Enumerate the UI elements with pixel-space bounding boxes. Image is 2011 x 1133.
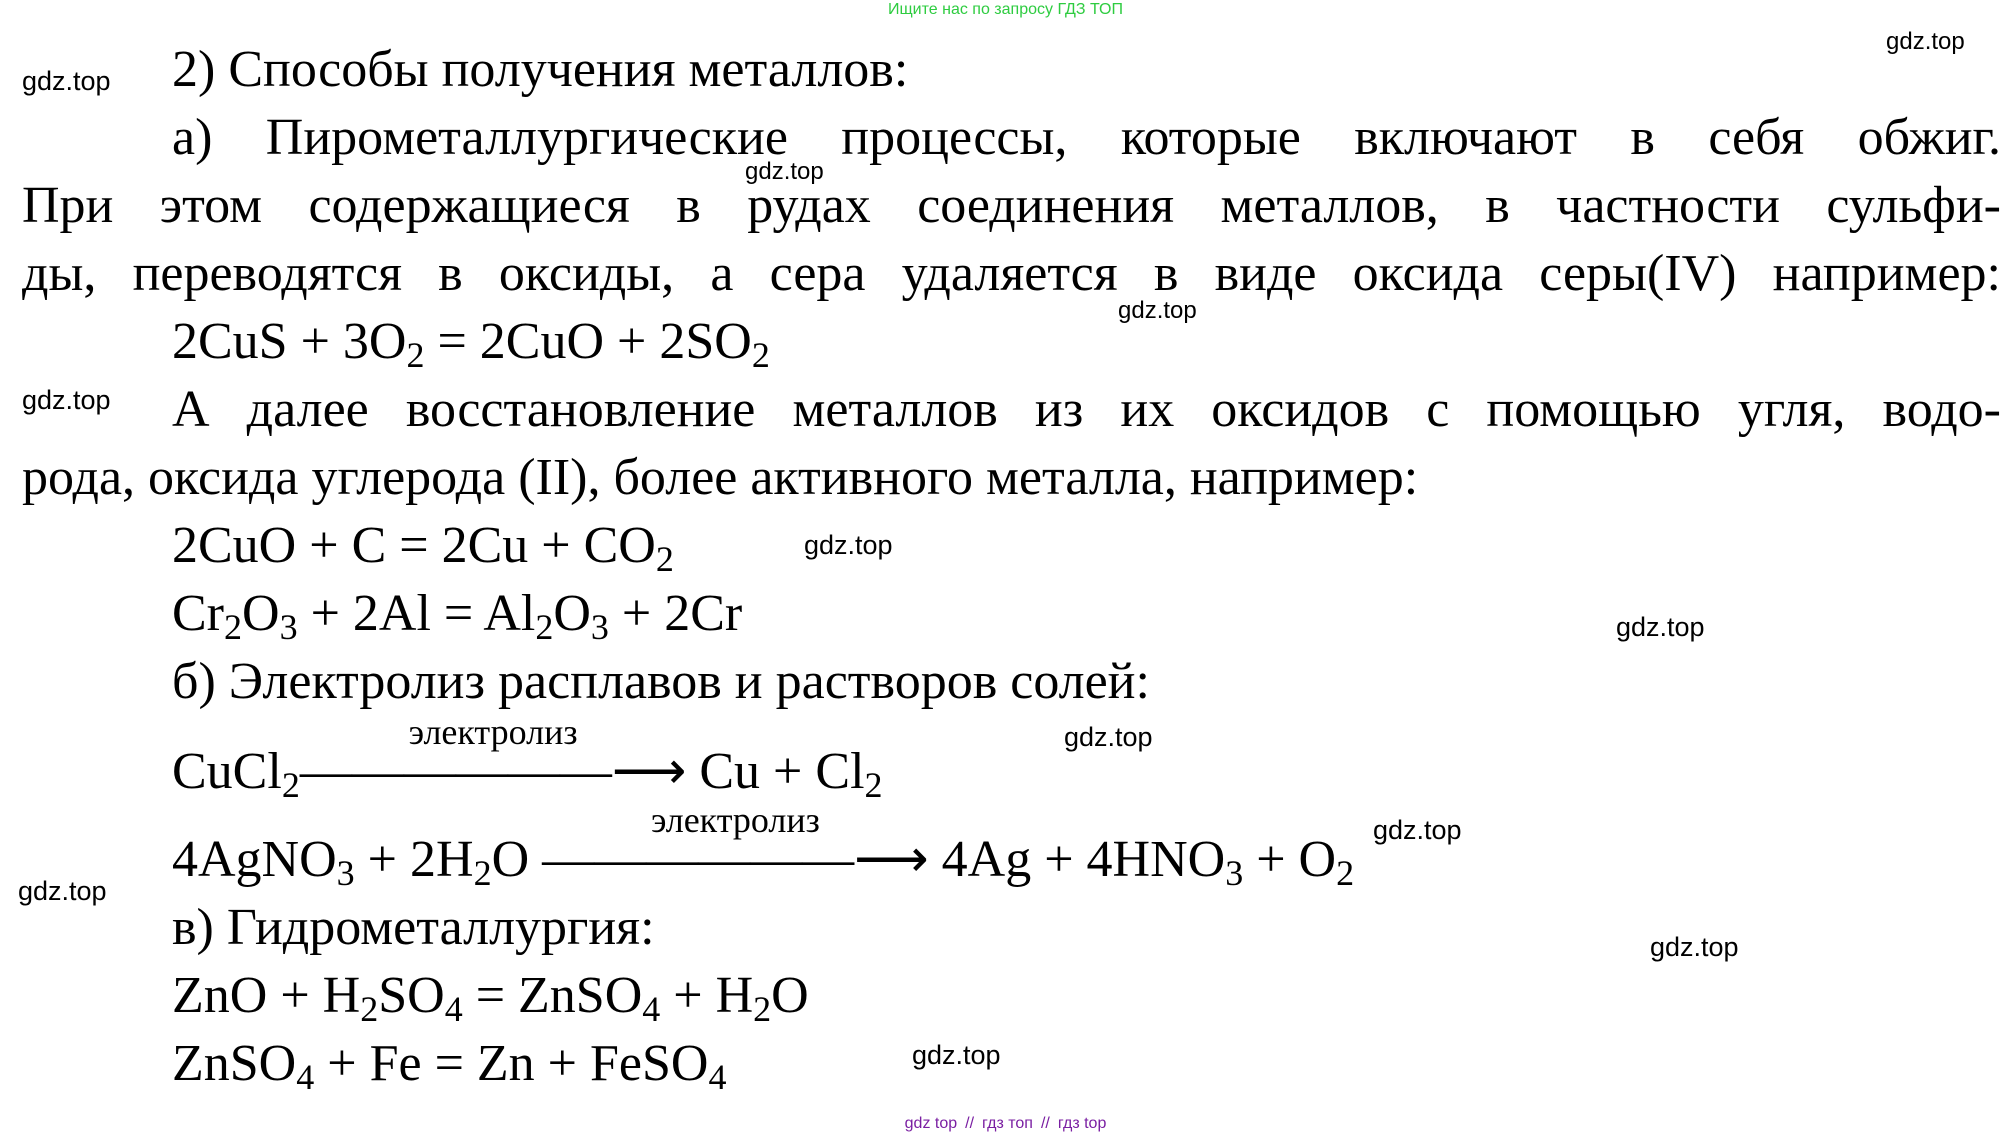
watermark: gdz.top bbox=[1064, 722, 1153, 752]
subscript: 2 bbox=[1336, 853, 1355, 893]
watermark: gdz.top bbox=[804, 530, 893, 560]
watermark: gdz.top bbox=[1118, 297, 1197, 324]
arrow-label: электролиз bbox=[650, 800, 820, 840]
banner-separator: // bbox=[1040, 1115, 1050, 1132]
paragraph-line: а) Пирометаллургические процессы, которые включают в себя обжиг. bbox=[172, 109, 2001, 166]
subscript: 2 bbox=[753, 989, 772, 1029]
watermark: gdz.top bbox=[1373, 815, 1462, 845]
subscript: 4 bbox=[444, 989, 463, 1029]
banner-separator: // bbox=[965, 1115, 975, 1132]
banner-link[interactable]: гдз топ bbox=[982, 1115, 1033, 1132]
subscript: 2 bbox=[281, 765, 300, 805]
subscript: 2 bbox=[535, 607, 554, 647]
equation-text: + Fe = Zn + FeSO bbox=[314, 1035, 709, 1092]
subscript: 4 bbox=[708, 1057, 727, 1097]
subscript: 3 bbox=[279, 607, 298, 647]
equation-line bbox=[172, 800, 1355, 893]
banner-link[interactable]: gdz top bbox=[904, 1115, 958, 1132]
equation-line bbox=[172, 712, 883, 805]
watermark: gdz.top bbox=[22, 385, 111, 415]
watermark: gdz.top bbox=[18, 876, 107, 906]
paragraph-line: рода, оксида углерода (II), более активного металла, например: bbox=[22, 449, 1419, 506]
equation-text: + O bbox=[1243, 831, 1337, 888]
paragraph-heading: 2) Способы получения металлов: bbox=[172, 41, 909, 98]
paragraph-line: При этом содержащиеся в рудах соединения металлов, в частности сульфи- bbox=[22, 177, 2001, 234]
subscript: 2 bbox=[864, 765, 883, 805]
paragraph-line: в) Гидрометаллургия: bbox=[172, 899, 655, 956]
subscript: 2 bbox=[406, 335, 425, 375]
watermark: gdz.top bbox=[745, 158, 824, 185]
arrow-label: электролиз bbox=[408, 712, 578, 752]
equation-line bbox=[172, 313, 770, 375]
equation-text: O bbox=[491, 831, 543, 888]
equation-text: O bbox=[242, 585, 280, 642]
subscript: 2 bbox=[360, 989, 379, 1029]
equation-line bbox=[172, 1035, 727, 1097]
equation-text: Cr bbox=[172, 585, 224, 642]
equation-line bbox=[172, 585, 743, 647]
equation-text: 2CuS + 3O bbox=[172, 313, 407, 370]
equation-text: = ZnSO bbox=[462, 967, 643, 1024]
watermark: gdz.top bbox=[1616, 612, 1705, 642]
subscript: 2 bbox=[751, 335, 770, 375]
arrow-icon: ——————⟶ bbox=[299, 743, 687, 800]
reaction-arrow bbox=[542, 800, 929, 888]
subscript: 2 bbox=[224, 607, 242, 647]
paragraph-line: б) Электролиз расплавов и растворов солей: bbox=[172, 653, 1150, 710]
equation-text: 2CuO + C = 2Cu + CO bbox=[172, 517, 656, 574]
equation-text: + 2H bbox=[354, 831, 474, 888]
equation-text: = 2CuO + 2SO bbox=[424, 313, 752, 370]
paragraph-line: А далее восстановление металлов из их оксидов с помощью угля, водо- bbox=[172, 381, 2001, 438]
watermark: gdz.top bbox=[1650, 932, 1739, 962]
equation-text: O bbox=[553, 585, 591, 642]
equation-text: + H bbox=[660, 967, 754, 1024]
watermark: gdz.top bbox=[1886, 28, 1965, 55]
subscript: 2 bbox=[655, 539, 674, 579]
banner-link[interactable]: гдз top bbox=[1057, 1115, 1107, 1132]
equation-text: CuCl bbox=[172, 743, 282, 800]
equation-line bbox=[172, 967, 809, 1029]
paragraph-line: ды, переводятся в оксиды, а сера удаляется в виде оксида серы(IV) например: bbox=[22, 245, 2001, 302]
equation-text: ZnO + H bbox=[172, 967, 361, 1024]
subscript: 3 bbox=[336, 853, 355, 893]
equation-text: + 2Cr bbox=[608, 585, 743, 642]
equation-text: 4Ag + 4HNO bbox=[941, 831, 1226, 888]
arrow-icon: ——————⟶ bbox=[542, 831, 929, 888]
watermark: gdz.top bbox=[912, 1040, 1001, 1070]
watermark: gdz.top bbox=[22, 66, 111, 96]
top-banner[interactable]: Ищите нас по запросу ГДЗ ТОП bbox=[888, 1, 1123, 18]
equation-text: O bbox=[771, 967, 809, 1024]
subscript: 2 bbox=[473, 853, 492, 893]
subscript: 4 bbox=[642, 989, 661, 1029]
bottom-banner[interactable] bbox=[0, 1115, 2011, 1133]
equation-text: Cu + Cl bbox=[699, 743, 865, 800]
equation-text: SO bbox=[378, 967, 445, 1024]
equation-text: + 2Al = Al bbox=[297, 585, 536, 642]
equation-line bbox=[172, 517, 674, 579]
subscript: 4 bbox=[296, 1057, 315, 1097]
subscript: 3 bbox=[590, 607, 609, 647]
reaction-arrow bbox=[299, 712, 687, 800]
equation-text: 4AgNO bbox=[172, 831, 337, 888]
subscript: 3 bbox=[1225, 853, 1244, 893]
equation-text: ZnSO bbox=[172, 1035, 297, 1092]
